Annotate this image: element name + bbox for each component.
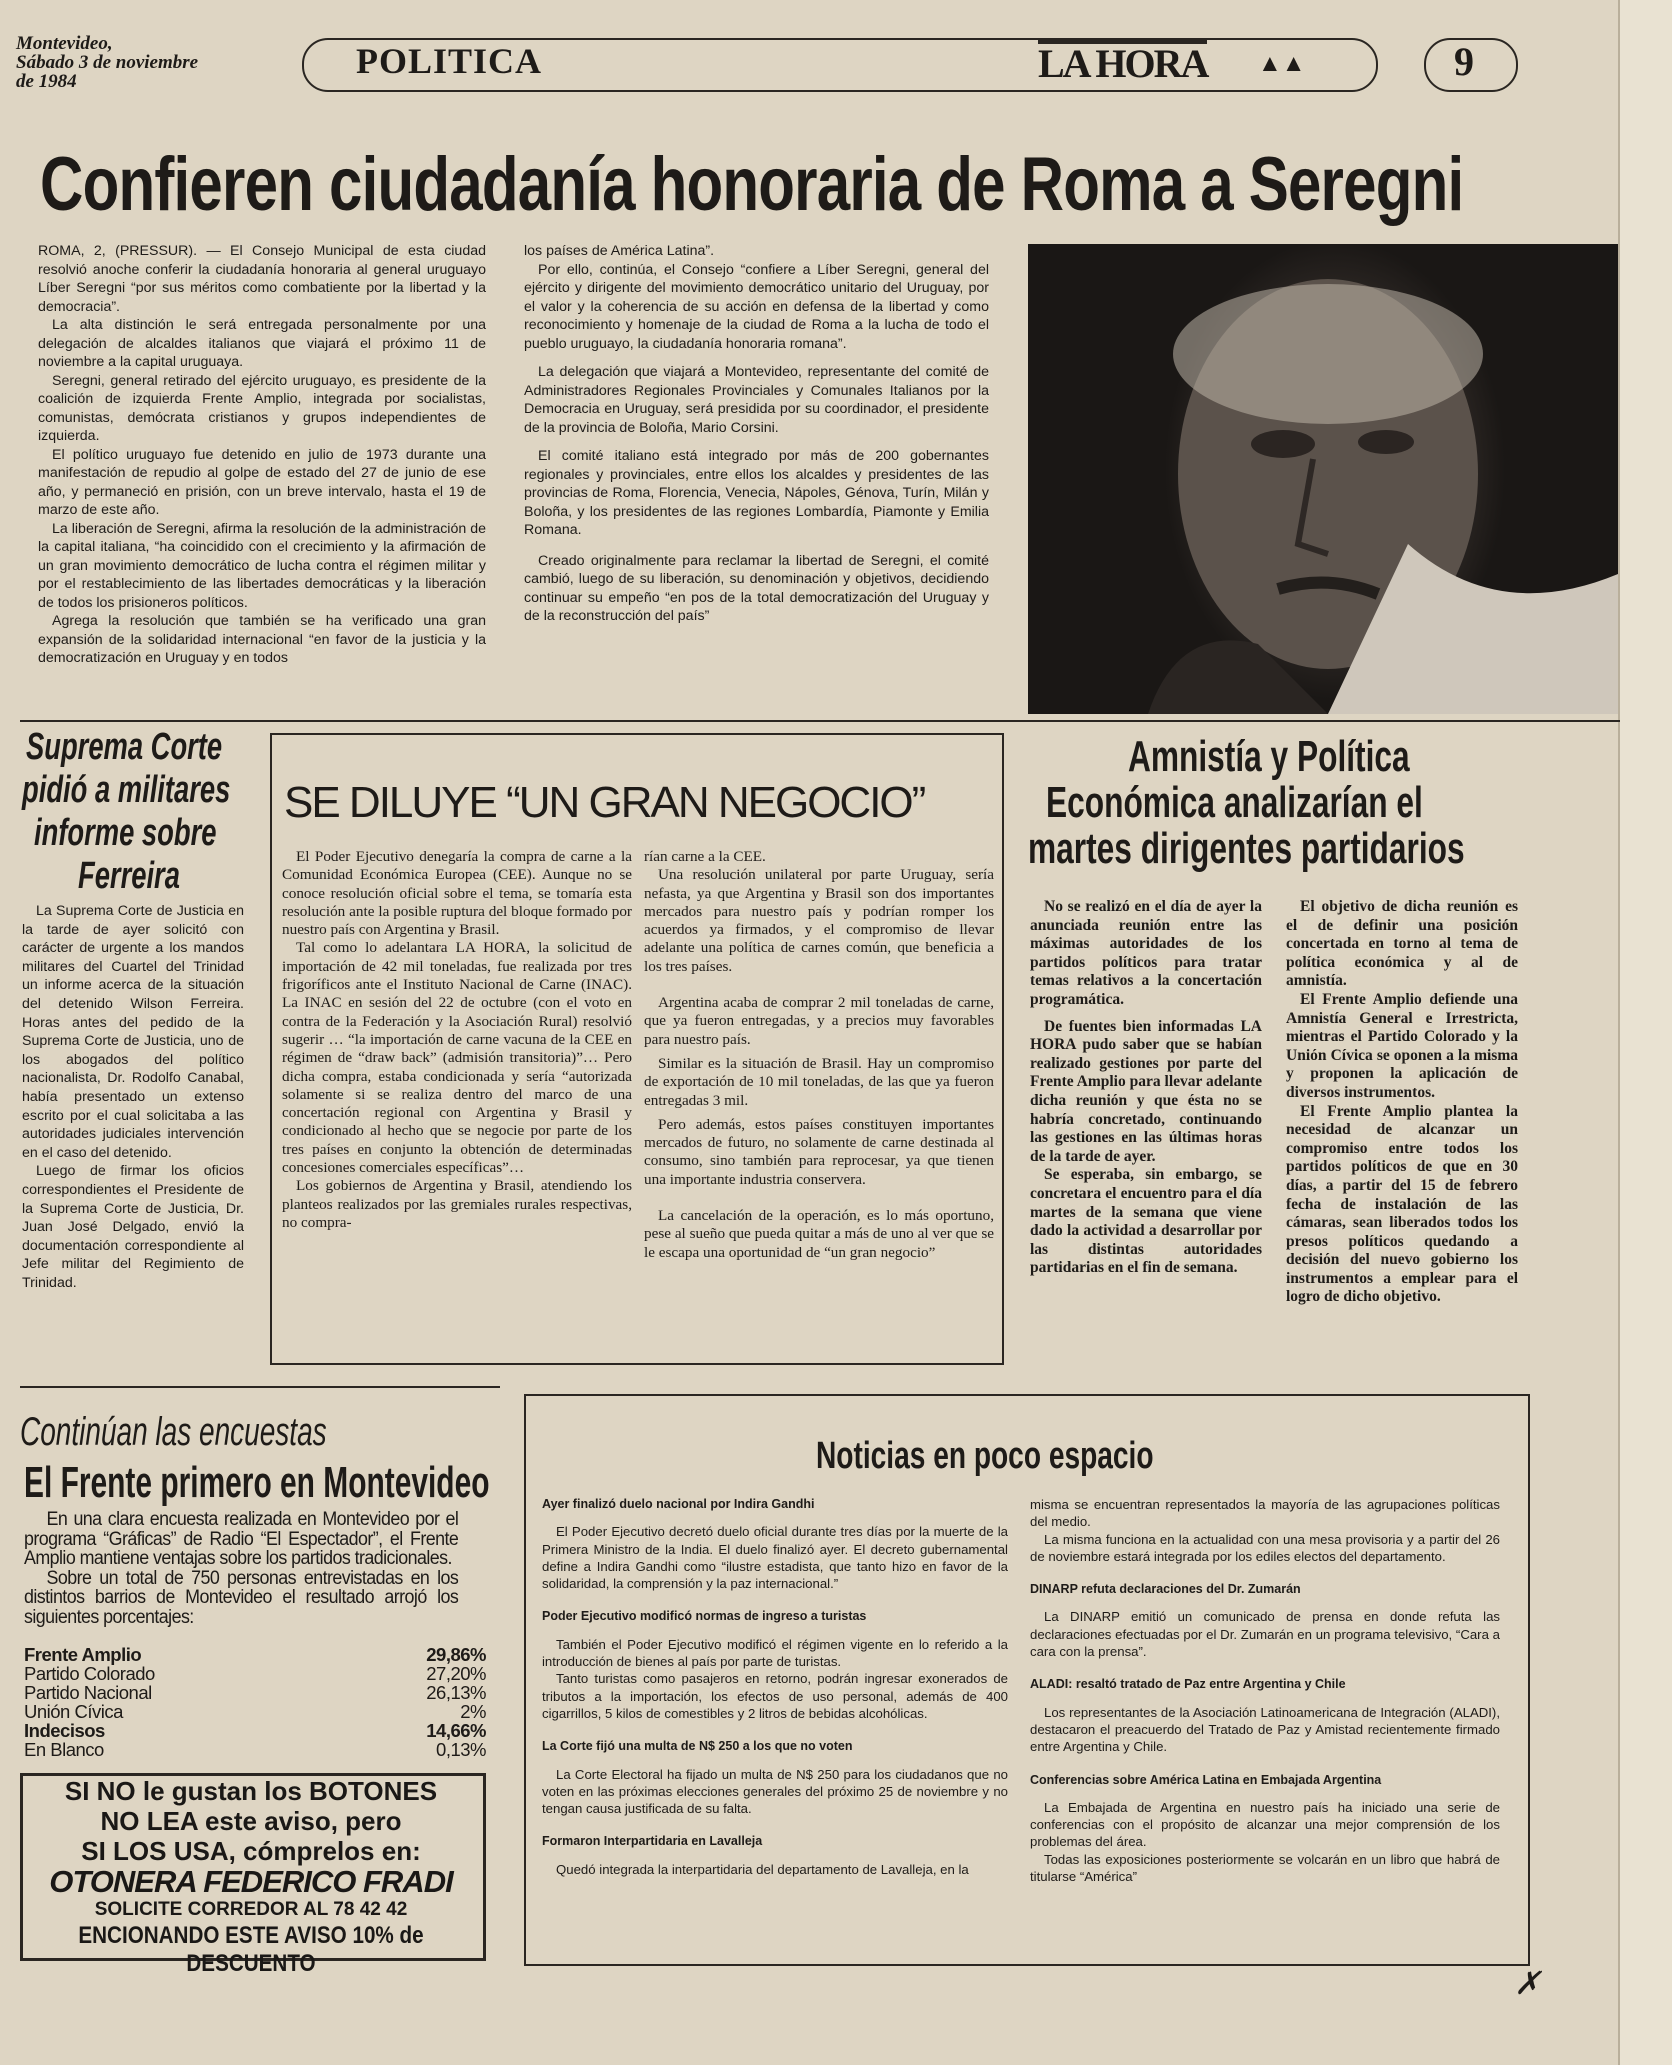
- ad-line5: SOLICITE CORREDOR AL 78 42 42: [94, 1899, 408, 1920]
- result-row-colorado: [24, 1664, 486, 1683]
- result-row-civica: [24, 1702, 486, 1721]
- negocio-col2-p4: Similar es la situación de Brasil. Hay un compromiso de exportación de 10 mil toneladas, de las que ya fueron entregadas 3 mil.: [644, 1054, 994, 1109]
- masthead-logo: LA HORA: [1038, 41, 1208, 86]
- main-col1-p1: ROMA, 2, (PRESSUR). — El Consejo Municipal de esta ciudad resolvió anoche conferir la ciudadanía honoraria al general uruguayo Líber Seregni “por sus méritos como combatiente por la libertad y la democracia”.: [38, 243, 486, 315]
- seregni-photo: [1028, 244, 1618, 714]
- negocio-col1: [282, 848, 632, 1232]
- dateline-day: Sábado 3 de noviembre: [16, 52, 199, 73]
- suprema-body: [22, 902, 244, 1292]
- encuestas-intro-p2: Sobre un total de 750 personas entrevistadas en los distintos barrios de Montevideo el resultado arrojó los siguientes porcentajes:: [24, 1567, 459, 1628]
- brief-headline: Conferencias sobre América Latina en Embajada Argentina: [1030, 1772, 1382, 1787]
- main-col1-p5: La liberación de Seregni, afirma la resolución de la administración de la capital italiana, “ha coincidido con el crecimiento y la afirmación de un gran movimiento democrático de lucha contra el régimen militar y por el restablecimiento de las libertades democráticas y la liberación de todos los prisioneros políticos.: [38, 520, 486, 611]
- result-label: Indecisos: [24, 1720, 105, 1741]
- amnistia-headline-line3: martes dirigentes partidarios: [1028, 824, 1465, 873]
- dateline-city: Montevideo,: [16, 33, 113, 54]
- brief-paragraph: La Embajada de Argentina en nuestro país ha iniciado una serie de conferencias con el propósito de alcanzar una mejor comprensión de los problemas del área.: [1030, 1799, 1500, 1850]
- ad-line2: NO LEA este aviso, pero: [100, 1806, 402, 1836]
- brief-paragraph: misma se encuentran representados la mayoría de las agrupaciones políticas del medio.: [1030, 1497, 1500, 1530]
- brief-paragraph: Todas las exposiciones posteriormente se volcarán en un libro que habrá de titularse “América”: [1030, 1851, 1500, 1885]
- result-value: 27,20%: [426, 1663, 486, 1684]
- encuestas-intro-p1: En una clara encuesta realizada en Montevideo por el programa “Gráficas” de Radio “El Espectador”, el Frente Amplio mantiene ventajas sobre los partidos tradicionales.: [24, 1509, 459, 1569]
- suprema-headline: [22, 726, 260, 898]
- result-row-nacional: [24, 1683, 486, 1702]
- brief-paragraph: También el Poder Ejecutivo modificó el régimen vigente en lo referido a la introducción de bienes al país por parte de turistas.: [542, 1636, 1008, 1670]
- noticias-col1: [542, 1496, 1008, 1878]
- result-label: Partido Nacional: [24, 1682, 152, 1703]
- adjacent-page-edge: [1618, 0, 1672, 2065]
- main-col2-p5: Creado originalmente para reclamar la libertad de Seregni, el comité cambió, luego de su liberación, su denominación y objetivos, decidiendo continuar su empeño “en pos de la total democratización del Uruguay y de la reconstrucción del país”: [524, 552, 989, 624]
- main-col2-p1: los países de América Latina”.: [524, 243, 715, 259]
- negocio-col1-p3: Los gobiernos de Argentina y Brasil, atendiendo los planteos realizados por las gremiales rurales respectivas, no compra-: [282, 1177, 632, 1231]
- negocio-col2: [644, 848, 994, 1262]
- section-title: POLITICA: [356, 41, 543, 81]
- main-col2-p3: La delegación que viajará a Montevideo, representante del comité de Administradores Regionales Provinciales y Comunales Italianos por la Democracia en Uruguay, será presidida por su coordinador, el presidente de la provincia de Boloña, Mario Corsini.: [524, 364, 989, 436]
- main-col1-p3: Seregni, general retirado del ejército uruguayo, es presidente de la coalición de izquierda Frente Amplio, integrada por socialistas, comunistas, demócrata cristianos y grupos independientes de izquierda.: [38, 372, 486, 444]
- result-row-frente: [24, 1645, 486, 1664]
- result-label: Frente Amplio: [24, 1644, 142, 1665]
- suprema-p2: Luego de firmar los oficios correspondientes el Presidente de la Suprema Corte de Justicia, Dr. Juan José Delgado, envió la documentación correspondiente al Jefe militar del Regimiento de Trinidad.: [22, 1163, 244, 1291]
- brief-paragraph: Quedó integrada la interpartidaria del departamento de Lavalleja, en la: [556, 1861, 969, 1877]
- amnistia-headline: [1024, 734, 1544, 872]
- main-col2-p4: El comité italiano está integrado por más de 200 gobernantes regionales y provinciales, entre ellos los alcaldes y presidentes de las provincias de Roma, Florencia, Venecia, Nápoles, Génova, Turín, Milán y Boloña, y los presidentes de las regiones Lombardía, Piamonte y Emilia Romana.: [524, 448, 989, 538]
- encuestas-intro: [24, 1510, 458, 1627]
- negocio-col2-p2: Una resolución unilateral por parte Uruguay, sería nefasta, ya que Argentina y Brasil son dos importantes mercados para nuestro país y podrían romper los acuerdos ya firmados, y el compromiso de llevar adelante una política de carnes común, que beneficia a los tres países.: [644, 866, 994, 975]
- result-value: 2%: [460, 1701, 486, 1722]
- result-label: Unión Cívica: [24, 1701, 123, 1722]
- main-headline: Confieren ciudadanía honoraria de Roma a Seregni: [40, 142, 1464, 227]
- brief-headline: La Corte fijó una multa de N$ 250 a los que no voten: [542, 1739, 853, 1754]
- star-icon: ▲▲: [1258, 50, 1306, 77]
- brief-paragraph: La Corte Electoral ha fijado un multa de N$ 250 para los ciudadanos que no voten en las próximas elecciones generales del próximo 25 de noviembre y no tengan causa justificada de su falta.: [542, 1766, 1008, 1817]
- result-value: 26,13%: [426, 1682, 486, 1703]
- amnistia-headline-line1: Amnistía y Política: [1127, 732, 1410, 781]
- main-col1-p2: La alta distinción le será entregada personalmente por una delegación de alcaldes italianos que viajará el próximo 11 de noviembre a la capital uruguaya.: [38, 317, 486, 370]
- result-label: En Blanco: [24, 1739, 104, 1760]
- encuestas-headline: El Frente primero en Montevideo: [24, 1458, 490, 1507]
- brief-headline: Ayer finalizó duelo nacional por Indira Gandhi: [542, 1497, 815, 1511]
- ad-line4: OTONERA FEDERICO FRADI: [49, 1864, 453, 1899]
- negocio-col2-p1: rían carne a la CEE.: [644, 848, 766, 865]
- amnistia-col1-p2: De fuentes bien informadas LA HORA pudo saber que se habían realizado gestiones por parte del Frente Amplio para llevar adelante dicha reunión y que ésta no se habría concretado, continuando las gestiones en las últimas horas de la tarde de ayer.: [1030, 1017, 1262, 1165]
- negocio-col1-p1: El Poder Ejecutivo denegaría la compra de carne a la Comunidad Económica Europea (CEE). Aunque no se conoce resolución oficial sobre el tema, se tomaría esta resolución ante la posible ruptura del bloque formado por nuestro país con Argentina y Brasil.: [282, 848, 632, 939]
- suprema-headline-line2: pidió a militares: [22, 769, 231, 811]
- negocio-col2-p6: La cancelación de la operación, es lo más oportuno, pese al sueño que pueda quitar a más de uno al ver que se le escapa una oportunidad de “un gran negocio”: [644, 1207, 994, 1261]
- brief-headline: Formaron Interpartidaria en Lavalleja: [542, 1834, 763, 1849]
- brief-headline: ALADI: resaltó tratado de Paz entre Argentina y Chile: [1030, 1677, 1346, 1692]
- ad-line6: ENCIONANDO ESTE AVISO 10% de DESCUENTO: [78, 1922, 424, 1977]
- negocio-headline: SE DILUYE “UN GRAN NEGOCIO”: [284, 778, 925, 827]
- result-value: 14,66%: [426, 1720, 486, 1741]
- suprema-headline-line1: Suprema Corte: [26, 726, 223, 768]
- page-number: 9: [1454, 39, 1474, 84]
- brief-paragraph: Tanto turistas como pasajeros en retorno, podrán ingresar exonerados de tributos a la importación, los efectos de uso personal, además de 400 cigarrillos, 5 kilos de comestibles y 2 litros de bebidas alcohólicas.: [542, 1671, 1008, 1721]
- portrait-silhouette: [1028, 244, 1618, 714]
- rule-under-suprema: [20, 1386, 500, 1388]
- suprema-headline-line3: informe sobre: [34, 812, 217, 854]
- suprema-p1: La Suprema Corte de Justicia en la tarde de ayer solicitó con carácter de urgente a los mandos militares del Cuartel del Trinidad un informe acerca de la situación del detenido Wilson Ferreira. Horas antes del pedido de la Suprema Corte de Justicia, uno de los abogados del político nacionalista, Dr. Rodolfo Canabal, había presentado un extenso escrito por el cual solicitaba a las autoridades judiciales intervención en el caso del detenido.: [22, 903, 244, 1161]
- result-row-indecisos: [24, 1721, 486, 1740]
- result-value: 0,13%: [436, 1739, 486, 1760]
- dateline-year: de 1984: [16, 71, 77, 92]
- amnistia-col1-p3: Se esperaba, sin embargo, se concretara el encuentro para el día martes de la semana que viene dado la actividad a desarrollar por las distintas autoridades partidarias en el fin de semana.: [1030, 1166, 1262, 1277]
- main-col1-p4: El político uruguayo fue detenido en julio de 1973 durante una manifestación de repudio al golpe de estado del 27 de junio de ese año, y permaneció en prisión, con un breve intervalo, hasta el 19 de marzo de este año.: [38, 446, 486, 518]
- noticias-col2: [1030, 1496, 1500, 1885]
- brief-paragraph: El Poder Ejecutivo decretó duelo oficial durante tres días por la muerte de la Primera Ministro de la India. El duelo finalizó ayer. El decreto gubernamental define a Indira Gandhi como “ilustre estadista, que tanto hizo en favor de la solidaridad, la comprensión y la paz internacional.”: [542, 1524, 1008, 1592]
- main-col2-p2: Por ello, continúa, el Consejo “confiere a Líber Seregni, general del ejército y dirigente del movimiento democrático unitario del Uruguay, por el valor y la coherencia de su acción en defensa de la libertad y como reconocimiento y homenaje de la ciudad de Roma a la lucha de todo el pueblo uruguayo, la ciudadanía honoraria romana”.: [524, 261, 989, 352]
- amnistia-col1: [1030, 898, 1262, 1278]
- amnistia-col2: [1286, 898, 1518, 1307]
- amnistia-col1-p1: No se realizó en el día de ayer la anunciada reunión entre las máximas autoridades de los partidos políticos para tratar temas relativos a la concertación programática.: [1030, 898, 1262, 1008]
- main-story-col1: [38, 242, 486, 668]
- suprema-headline-line4: Ferreira: [78, 855, 180, 897]
- negocio-col2-p3: Argentina acaba de comprar 2 mil toneladas de carne, que ya fueron entregadas, y a precios muy favorables para nuestro país.: [644, 994, 994, 1048]
- rule-under-main: [20, 720, 1620, 722]
- brief-paragraph: La DINARP emitió un comunicado de prensa en donde refuta las declaraciones efectuadas por el Dr. Zumarán en un programa televisivo, “Cara a cara con la prensa”.: [1030, 1609, 1500, 1660]
- negocio-col2-p5: Pero además, estos países constituyen importantes mercados de futuro, no solamente de carne destinada al consumo, sino también para reprocesar, ya que tienen una importante industria conservera.: [644, 1115, 994, 1188]
- brief-headline: Poder Ejecutivo modificó normas de ingreso a turistas: [542, 1609, 867, 1624]
- amnistia-headline-line2: Económica analizarían el: [1046, 778, 1423, 827]
- handwritten-mark: ✗: [1514, 1965, 1541, 2001]
- brief-headline: DINARP refuta declaraciones del Dr. Zumarán: [1030, 1582, 1301, 1597]
- brief-paragraph: La misma funciona en la actualidad con una mesa provisoria y a partir del 26 de noviembre estará integrada por los ediles electos del departamento.: [1030, 1531, 1500, 1564]
- result-label: Partido Colorado: [24, 1663, 155, 1684]
- negocio-col1-p2: Tal como lo adelantara LA HORA, la solicitud de importación de 42 mil toneladas, fue realizada por tres frigoríficos ante el Instituto Nacional de Carne (INAC). La INAC en sesión del 22 de octubre (con el voto en contra de la Federación y la Asociación Rural) resolvió sugerir … “la importación de carne vacuna de la CEE en régimen de “draw back” (admisión transitoria)”… Pero dicha compra, estaba condicionada y sería “autorizada solamente si se realiza dentro del marco de una concertación regional con Argentina y Brasil y condicionado al hecho que se negocie por parte de los tres países en conjunto la obtención de determinadas concesiones comerciales específicas”…: [282, 939, 632, 1177]
- encuestas-kicker: Continúan las encuestas: [20, 1410, 327, 1454]
- brief-paragraph: Los representantes de la Asociación Latinoamericana de Integración (ALADI), destacaron el preacuerdo del Tratado de Paz y Amistad recientemente firmado entre Argentina y Chile.: [1030, 1704, 1500, 1755]
- amnistia-col2-p2: El Frente Amplio defiende una Amnistía General e Irrestricta, mientras el Partido Colorado y la Unión Cívica se oponen a la misma y proponen la aplicación de diversos instrumentos.: [1286, 990, 1518, 1101]
- result-row-blanco: [24, 1740, 486, 1759]
- dateline: [16, 34, 198, 91]
- amnistia-col2-p1: El objetivo de dicha reunión es el de definir una posición concertada en torno al tema de política económica y al de amnistía.: [1286, 898, 1518, 990]
- ad-text: [22, 1776, 480, 1978]
- noticias-title: Noticias en poco espacio: [816, 1435, 1154, 1477]
- amnistia-col2-p3: El Frente Amplio plantea la necesidad de alcanzar un compromiso entre todos los partidos políticos de que en 30 días, a partir del 15 de febrero fecha de instalación de las cámaras, sean liberados todos los presos políticos quedando a decisión del nuevo gobierno los instrumentos a emplear para el logro de dicho objetivo.: [1286, 1102, 1518, 1306]
- main-story-col2: [524, 242, 989, 626]
- main-col1-p6: Agrega la resolución que también se ha verificado una gran expansión de la solidaridad internacional “en favor de la justicia y la democratización en Uruguay y en todos: [38, 613, 486, 666]
- ad-line3: SI LOS USA, cómprelos en:: [81, 1836, 421, 1866]
- result-value: 29,86%: [426, 1644, 486, 1665]
- ad-line1: SI NO le gustan los BOTONES: [64, 1776, 438, 1806]
- results-table: [24, 1645, 486, 1759]
